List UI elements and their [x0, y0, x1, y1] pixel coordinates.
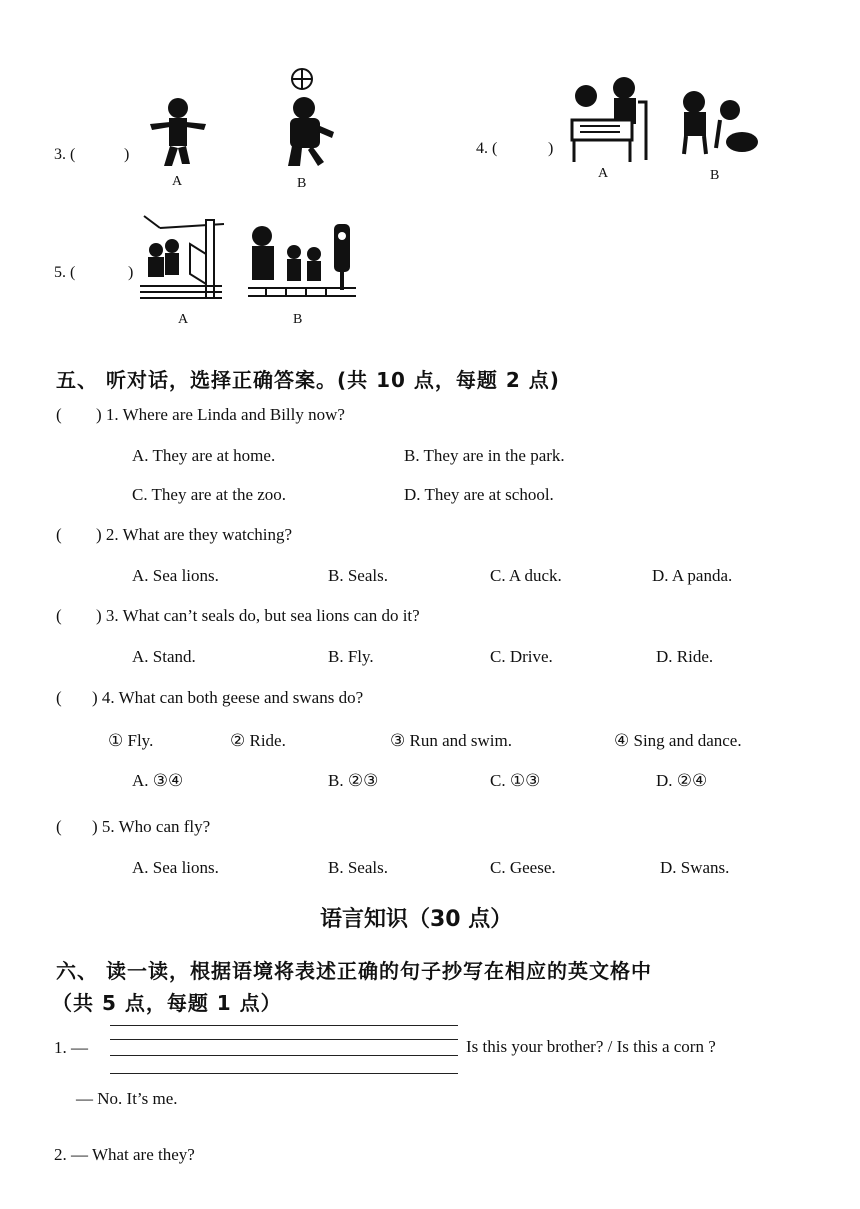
writing-line-1	[110, 1025, 458, 1026]
q4-option-b: B. ②③	[328, 771, 379, 790]
q1-paren: (	[56, 405, 62, 424]
q2-option-d: D. A panda.	[652, 566, 733, 585]
s6-q1-answer: — No. It’s me.	[76, 1089, 178, 1108]
q1-text: ) 1. Where are Linda and Billy now?	[96, 405, 345, 424]
item-4-label-a: A	[598, 166, 609, 181]
q3-text: ) 3. What can’t seals do, but sea lions can do it?	[96, 606, 420, 625]
item-3-label-a: A	[172, 174, 183, 189]
picture-4a-children-at-table	[566, 74, 652, 166]
q4-text: ) 4. What can both geese and swans do?	[92, 688, 364, 707]
part-title: 语言知识（30 点）	[320, 907, 513, 932]
writing-line-4	[110, 1073, 458, 1074]
q2-option-a: A. Sea lions.	[132, 566, 219, 585]
section-6-title-line2: （共 5 点，每题 1 点）	[52, 991, 282, 1015]
item-5-bracket: )	[128, 264, 134, 281]
q4-option-c: C. ①③	[490, 771, 541, 790]
item-3-label-b: B	[297, 176, 307, 191]
item-3-number: 3. (	[54, 146, 76, 163]
q3-option-b: B. Fly.	[328, 647, 374, 666]
q5-option-a: A. Sea lions.	[132, 858, 219, 877]
q5-text: ) 5. Who can fly?	[92, 817, 211, 836]
q1-option-a: A. They are at home.	[132, 446, 276, 465]
item-5-label-a: A	[178, 312, 189, 327]
s6-q1-label: 1. —	[54, 1038, 88, 1057]
q2-text: ) 2. What are they watching?	[96, 525, 293, 544]
item-4-label-b: B	[710, 168, 720, 183]
q1-option-d: D. They are at school.	[404, 485, 554, 504]
q2-option-b: B. Seals.	[328, 566, 388, 585]
q2-option-c: C. A duck.	[490, 566, 562, 585]
item-5-label-b: B	[293, 312, 303, 327]
q4-sub-2: ② Ride.	[230, 731, 286, 750]
q5-option-c: C. Geese.	[490, 858, 556, 877]
writing-line-3	[110, 1055, 458, 1056]
writing-line-2	[110, 1039, 458, 1040]
s6-q1-choices: Is this your brother? / Is this a corn ?	[466, 1037, 716, 1056]
picture-4b-children-sitting	[676, 88, 760, 160]
picture-3a-jumping-child	[148, 94, 208, 170]
section-6-title-line1: 六、 读一读，根据语境将表述正确的句子抄写在相应的英文格中	[56, 959, 652, 983]
q1-option-c: C. They are at the zoo.	[132, 485, 287, 504]
q3-paren: (	[56, 606, 62, 625]
s6-q2-label: 2. — What are they?	[54, 1145, 195, 1164]
q3-option-c: C. Drive.	[490, 647, 553, 666]
item-4-bracket: )	[548, 140, 554, 157]
q4-sub-3: ③ Run and swim.	[390, 731, 512, 750]
q5-option-b: B. Seals.	[328, 858, 388, 877]
item-4-number: 4. (	[476, 140, 498, 157]
q1-option-b: B. They are in the park.	[404, 446, 565, 465]
item-5-number: 5. (	[54, 264, 76, 281]
picture-3b-ball-child	[272, 66, 338, 170]
q3-option-a: A. Stand.	[132, 647, 196, 666]
q4-option-d: D. ②④	[656, 771, 708, 790]
q5-option-d: D. Swans.	[660, 858, 730, 877]
q4-sub-1: ① Fly.	[108, 731, 154, 750]
picture-5a-people-on-stairs	[136, 214, 226, 304]
item-3-bracket: )	[124, 146, 130, 163]
q4-sub-4: ④ Sing and dance.	[614, 731, 742, 750]
q2-paren: (	[56, 525, 62, 544]
q4-paren: (	[56, 688, 62, 707]
q5-paren: (	[56, 817, 62, 836]
section-5-title: 五、 听对话，选择正确答案。(共 10 点，每题 2 点)	[56, 368, 560, 392]
picture-5b-people-at-crossing	[246, 218, 358, 304]
q3-option-d: D. Ride.	[656, 647, 714, 666]
q4-option-a: A. ③④	[132, 771, 184, 790]
